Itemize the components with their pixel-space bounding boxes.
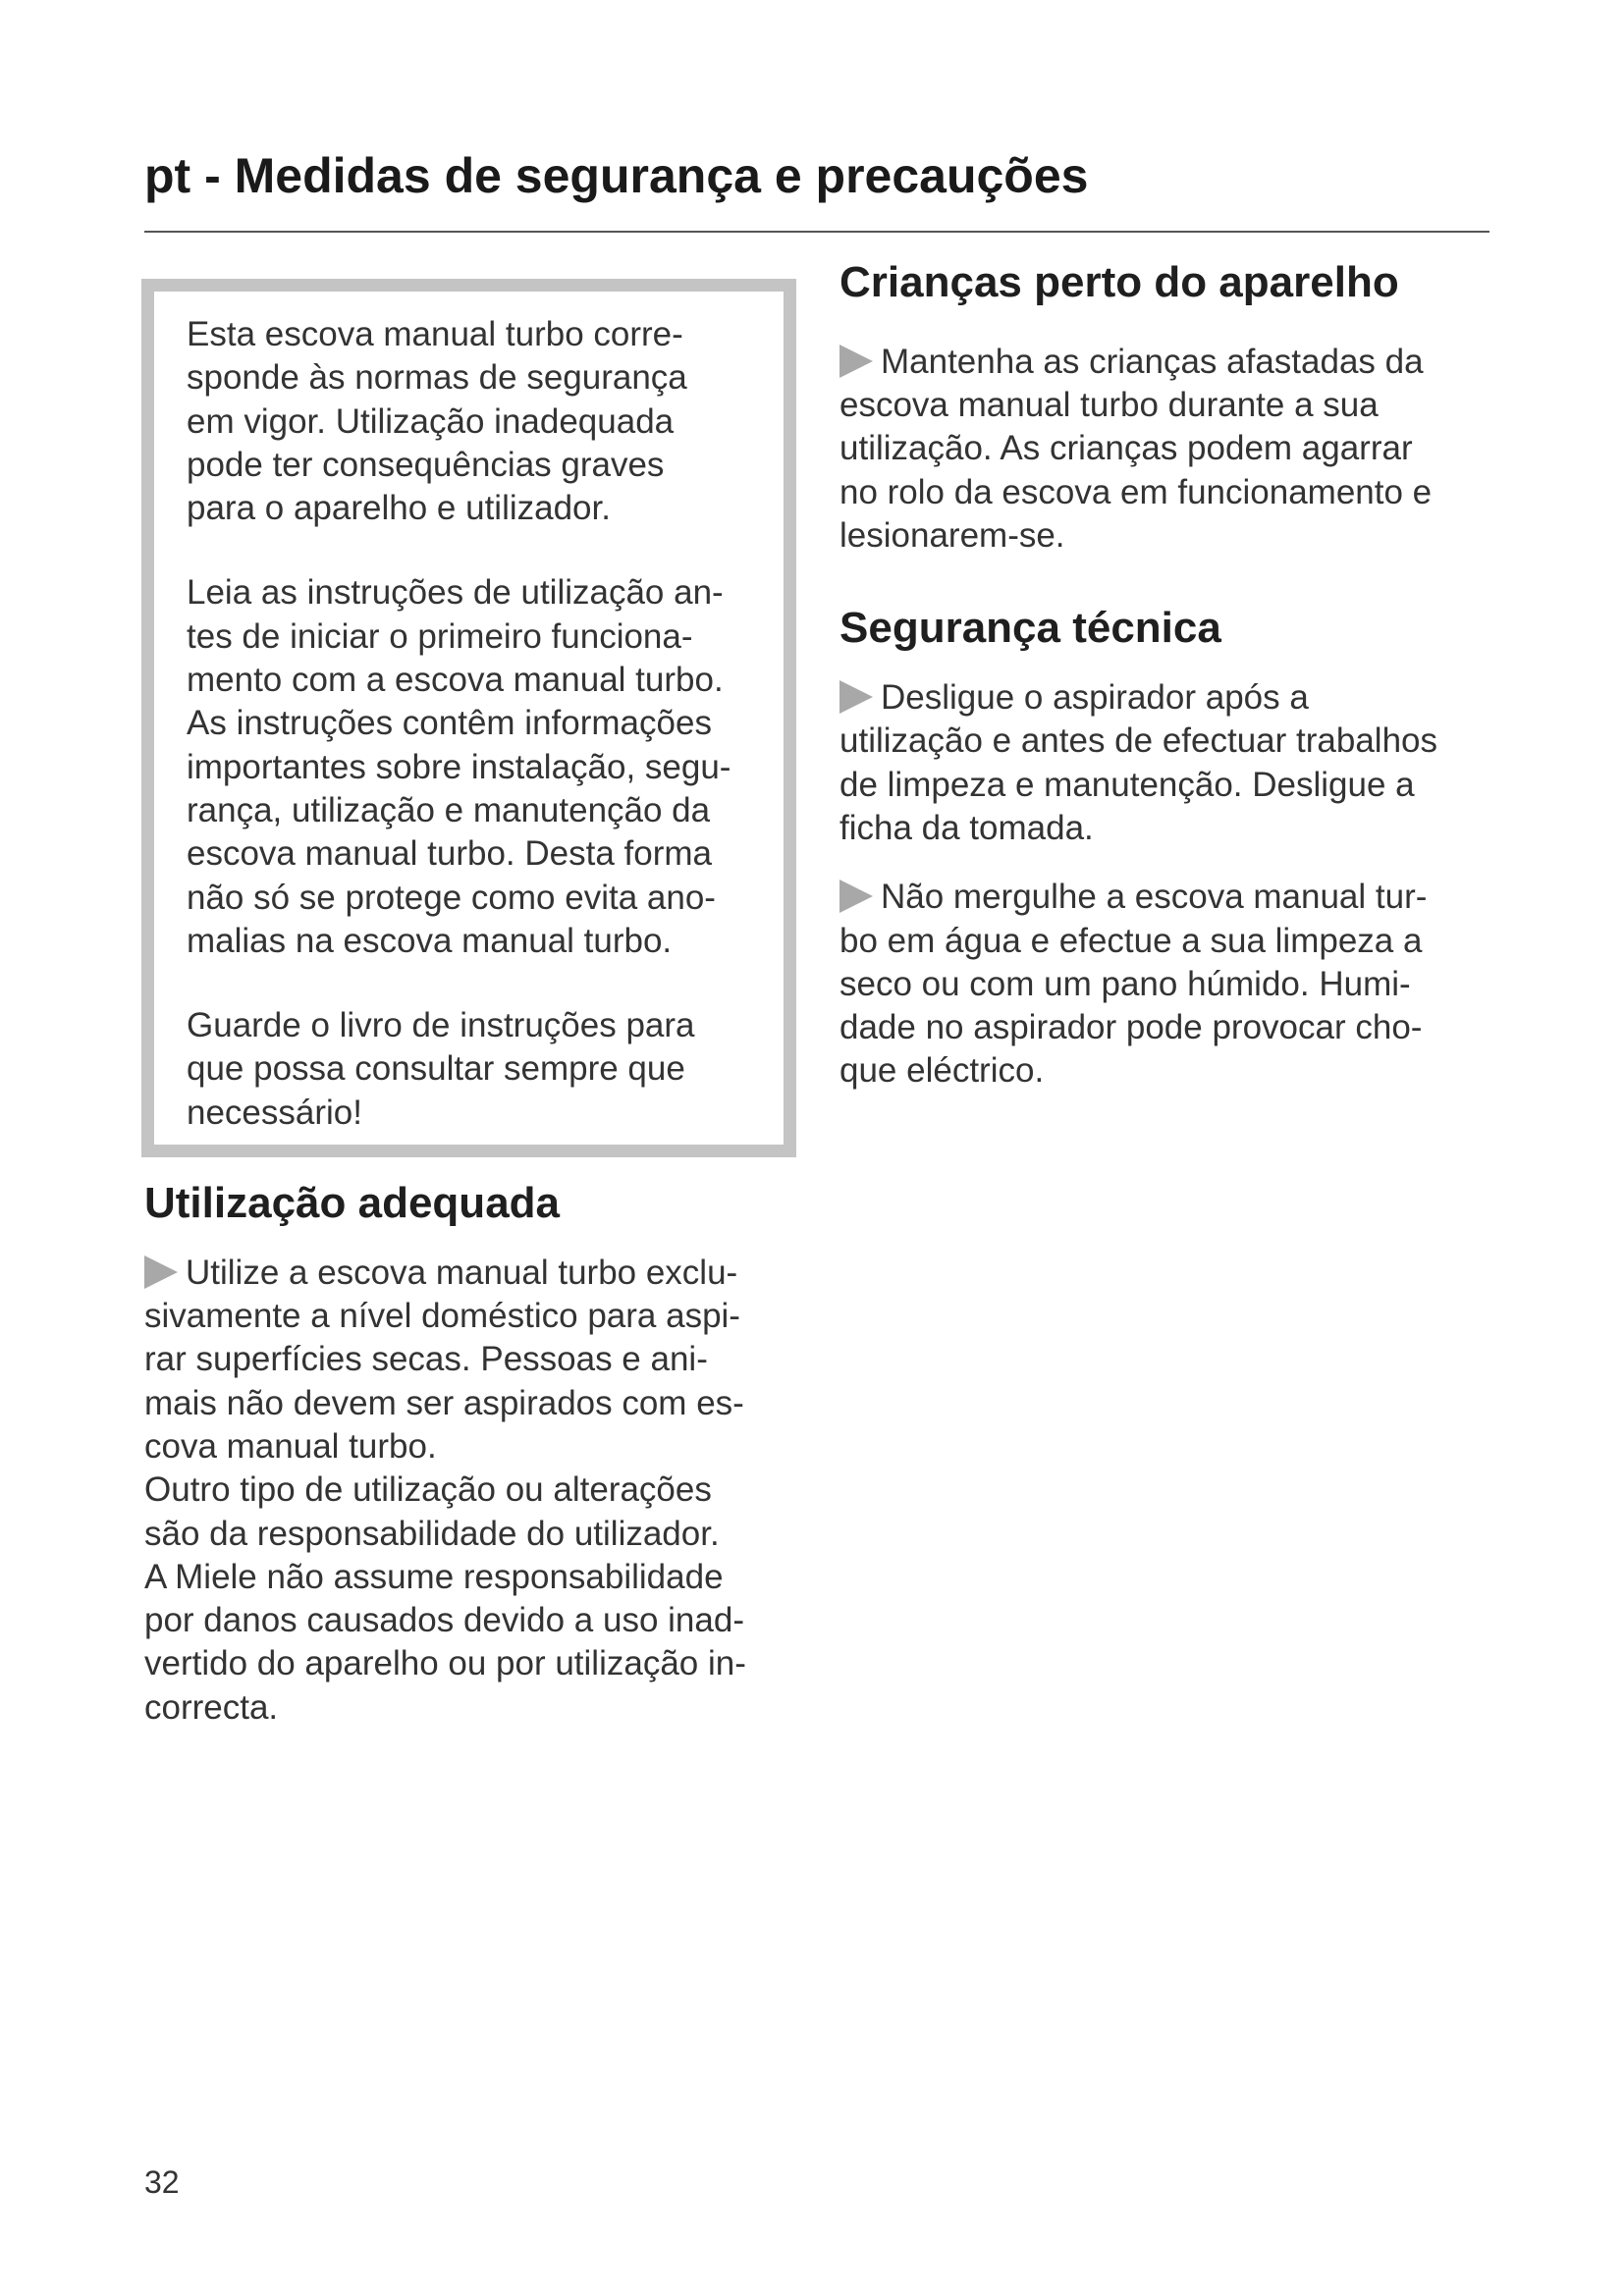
usage-paragraph: Utilize a escova manual turbo exclu- sivamente a nível doméstico para aspi- rar superfícies secas. Pessoas e ani- mais não devem ser aspirados com es- cova manual turbo. Outro tipo de utilização ou alterações são da responsabilidade do utilizador. A Miele não assume responsabilidade por danos causados devido a uso inad- vertido do aparelho ou por utilização in- correcta.	[144, 1253, 746, 1727]
title-divider	[144, 231, 1489, 233]
section-heading-usage: Utilização adequada	[144, 1179, 561, 1227]
technical-paragraph-1: Desligue o aspirador após a utilização e antes de efectuar trabalhos de limpeza e manutenção. Desligue a ficha da tomada.	[839, 678, 1437, 847]
notice-paragraph: Leia as instruções de utilização an- tes de iniciar o primeiro funciona- mento com a escova manual turbo. As instruções contêm informações importantes sobre instalação, segu- rança, utilização e manutenção da escova manual turbo. Desta forma não só se protege como evita ano- malias na escova manual turbo.	[187, 573, 731, 960]
section-heading-technical: Segurança técnica	[839, 604, 1221, 653]
page-title: pt - Medidas de segurança e precauções	[144, 148, 1089, 203]
page-number: 32	[144, 2164, 180, 2200]
right-column	[839, 257, 1497, 1119]
technical-paragraph-2: Não mergulhe a escova manual tur- bo em água e efectue a sua limpeza a seco ou com um pano húmido. Humi- dade no aspirador pode provocar cho- que eléctrico.	[839, 878, 1428, 1091]
arrow-bullet-icon	[839, 680, 873, 714]
left-column	[144, 1178, 812, 1755]
notice-paragraph: Esta escova manual turbo corre- sponde às normas de segurança em vigor. Utilização inadequada pode ter consequências graves para o aparelho e utilizador.	[187, 315, 687, 528]
notice-paragraph: Guarde o livro de instruções para que possa consultar sempre que necessário!	[187, 1006, 695, 1132]
section-heading-children: Crianças perto do aparelho	[839, 258, 1399, 306]
arrow-bullet-icon	[839, 345, 873, 378]
arrow-bullet-icon	[839, 880, 873, 913]
children-paragraph: Mantenha as crianças afastadas da escova manual turbo durante a sua utilização. As crianças podem agarrar no rolo da escova em funcionamento e lesionarem-se.	[839, 342, 1433, 555]
safety-notice-box	[141, 279, 796, 1157]
arrow-bullet-icon	[144, 1255, 178, 1289]
